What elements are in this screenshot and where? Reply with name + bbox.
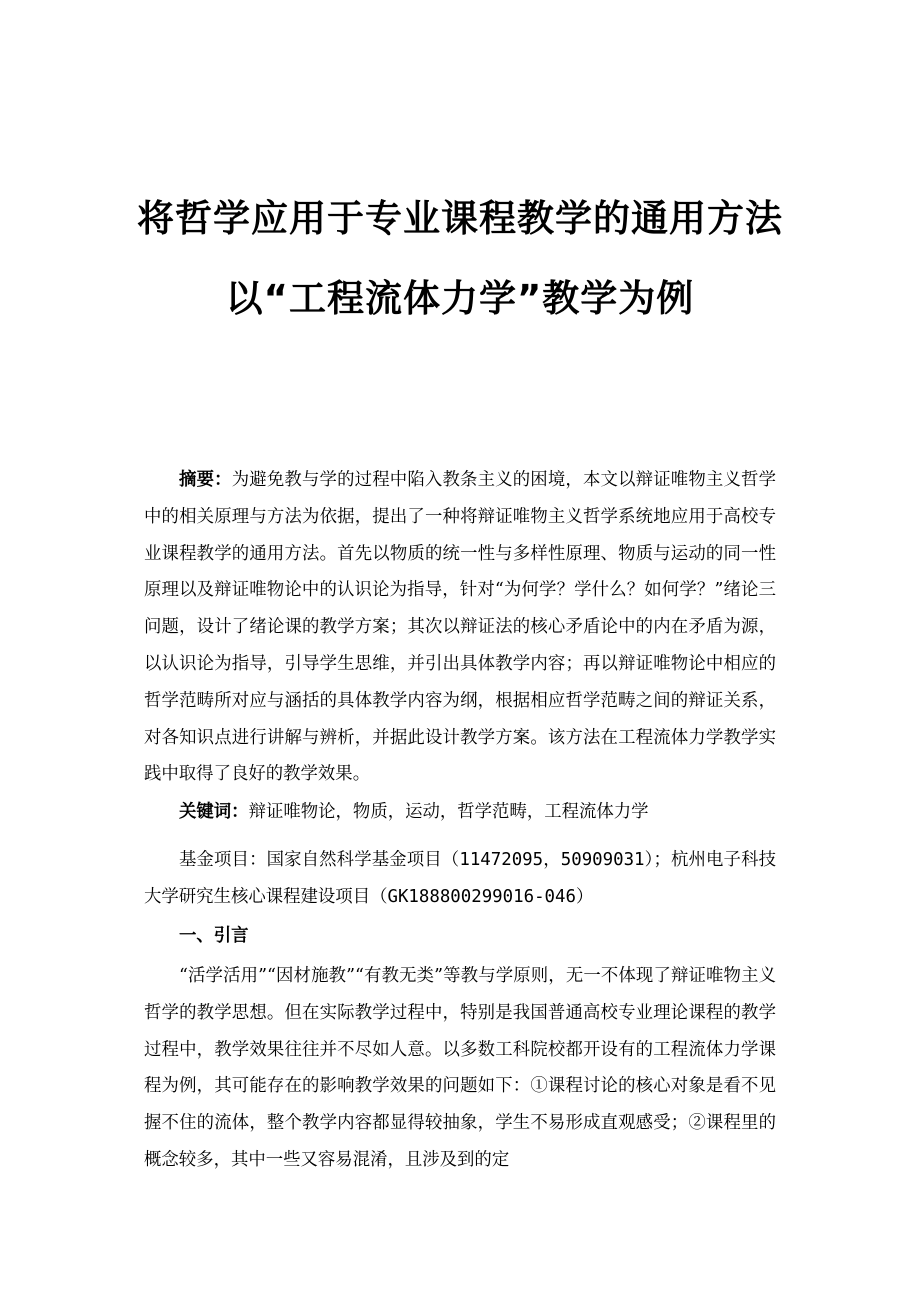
title-line-2: 以“工程流体力学”教学为例	[225, 277, 695, 320]
fund-text-b: ）；杭州电子科技大学研究生核心课程建设项目（	[144, 850, 776, 907]
abstract-paragraph	[144, 462, 776, 793]
fund-project-code: GK188800299016-046	[387, 886, 576, 907]
section-heading: 一、引言	[179, 926, 249, 946]
keywords-paragraph	[144, 794, 811, 831]
keywords-text: 辩证唯物论，物质，运动，哲学范畴，工程流体力学	[248, 802, 649, 822]
abstract-label: 摘要：	[179, 470, 232, 490]
fund-text-c: ）	[575, 886, 594, 907]
fund-paragraph	[144, 842, 776, 916]
abstract-text: 为避免教与学的过程中陷入教条主义的困境，本文以辩证唯物主义哲学中的相关原理与方法为依据，提出了一种将辩证唯物主义哲学系统地应用于高校专业课程教学的通用方法。首先以物质的统一性与多样性原理、物质与运动的同一性原理以及辩证唯物论中的认识论为指导，针对“为何学？学什么？如何学？”绪论三问题，设计了绪论课的教学方案；其次以辩证法的核心矛盾论中的内在矛盾为源，以认识论为指导，引导学生思维，并引出具体教学内容；再以辩证唯物论中相应的哲学范畴所对应与涵括的具体教学内容为纲，根据相应哲学范畴之间的辩证关系，对各知识点进行讲解与辨析，并据此设计教学方案。该方法在工程流体力学教学实践中取得了良好的教学效果。	[144, 470, 776, 785]
title-line-1: 将哲学应用于专业课程教学的通用方法	[137, 197, 783, 240]
fund-text-a: 基金项目：国家自然科学基金项目（	[179, 850, 460, 870]
fund-grant-codes: 11472095，50909031	[459, 850, 645, 870]
intro-paragraph: “活学活用”“因材施教”“有教无类”等教与学原则，无一不体现了辩证唯物主义哲学的教学思想。但在实际教学过程中，特别是我国普通高校专业理论课程的教学过程中，教学效果往往并不尽如人意。以多数工科院校都开设有的工程流体力学课程为例，其可能存在的影响教学效果的问题如下：①课程讨论的核心对象是看不见握不住的流体，整个教学内容都显得较抽象，学生不易形成直观感受；②课程里的概念较多，其中一些又容易混淆，且涉及到的定	[144, 966, 776, 1170]
keywords-label: 关键词：	[179, 802, 249, 822]
